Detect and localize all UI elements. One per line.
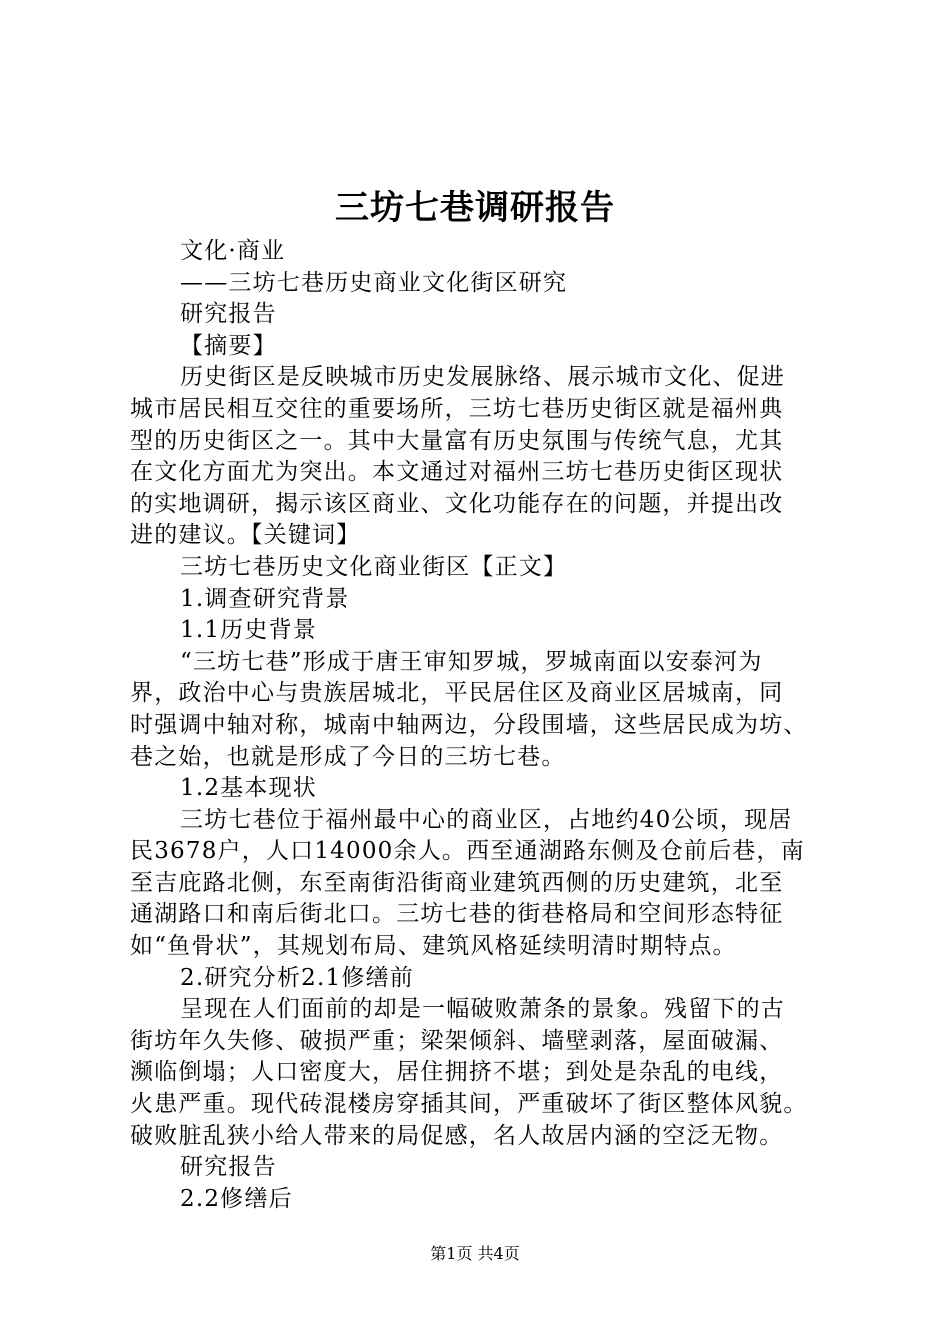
subsection-heading: 2.2修缮后 (180, 1185, 293, 1212)
abstract-line: 进的建议。【关键词】 (130, 522, 361, 549)
paragraph-line: 濒临倒塌；人口密度大，居住拥挤不堪；到处是杂乱的电线， (130, 1059, 784, 1086)
abstract-line: 的实地调研，揭示该区商业、文化功能存在的问题，并提出改 (130, 490, 784, 517)
paragraph-line: 民3678户，人口14000余人。西至通湖路东侧及仓前后巷，南 (130, 838, 805, 865)
research-report-label: 研究报告 (180, 1154, 277, 1181)
subtitle-line: ——三坊七巷历史商业文化街区研究 (180, 269, 568, 296)
paragraph-line: 通湖路口和南后街北口。三坊七巷的街巷格局和空间形态特征 (130, 901, 784, 928)
subtitle-line: 研究报告 (180, 301, 277, 328)
paragraph-line: 火患严重。现代砖混楼房穿插其间，严重破坏了街区整体风貌。 (130, 1091, 808, 1118)
section-heading: 1.调查研究背景 (180, 585, 350, 612)
subsection-heading: 1.1历史背景 (180, 617, 317, 644)
subtitle-line: 文化·商业 (180, 238, 286, 264)
paragraph-line: 巷之始，也就是形成了今日的三坊七巷。 (130, 743, 566, 770)
paragraph-line: 如“鱼骨状”，其规划布局、建筑风格延续明清时期特点。 (130, 933, 737, 960)
paragraph-line: 三坊七巷位于福州最中心的商业区，占地约40公顷，现居 (180, 806, 793, 833)
document-body (130, 236, 830, 1215)
abstract-line: 型的历史街区之一。其中大量富有历史氛围与传统气息，尤其 (130, 427, 784, 454)
abstract-line: 历史街区是反映城市历史发展脉络、展示城市文化、促进 (180, 364, 785, 391)
paragraph-line: 界，政治中心与贵族居城北，平民居住区及商业区居城南，同 (130, 680, 784, 707)
paragraph-line: 至吉庇路北侧，东至南街沿街商业建筑西侧的历史建筑，北至 (130, 869, 784, 896)
paragraph-line: 时强调中轴对称，城南中轴两边，分段围墙，这些居民成为坊、 (130, 711, 808, 738)
paragraph-line: “三坊七巷”形成于唐王审知罗城，罗城南面以安泰河为 (180, 648, 763, 675)
document-title: 三坊七巷调研报告 (335, 188, 615, 228)
abstract-heading: 【摘要】 (180, 332, 277, 359)
section-heading: 2.研究分析2.1修缮前 (180, 964, 414, 991)
abstract-line: 在文化方面尤为突出。本文通过对福州三坊七巷历史街区现状 (130, 459, 784, 486)
page-footer: 第1页 共4页 (430, 1244, 520, 1263)
abstract-line: 城市居民相互交往的重要场所，三坊七巷历史街区就是福州典 (130, 395, 784, 422)
subsection-heading: 1.2基本现状 (180, 775, 317, 802)
keywords-line: 三坊七巷历史文化商业街区【正文】 (180, 553, 568, 580)
paragraph-line: 呈现在人们面前的却是一幅破败萧条的景象。残留下的古 (180, 996, 785, 1023)
paragraph-line: 破败脏乱狭小给人带来的局促感，名人故居内涵的空泛无物。 (130, 1122, 784, 1149)
paragraph-line: 街坊年久失修、破损严重；梁架倾斜、墙壁剥落，屋面破漏、 (130, 1027, 784, 1054)
